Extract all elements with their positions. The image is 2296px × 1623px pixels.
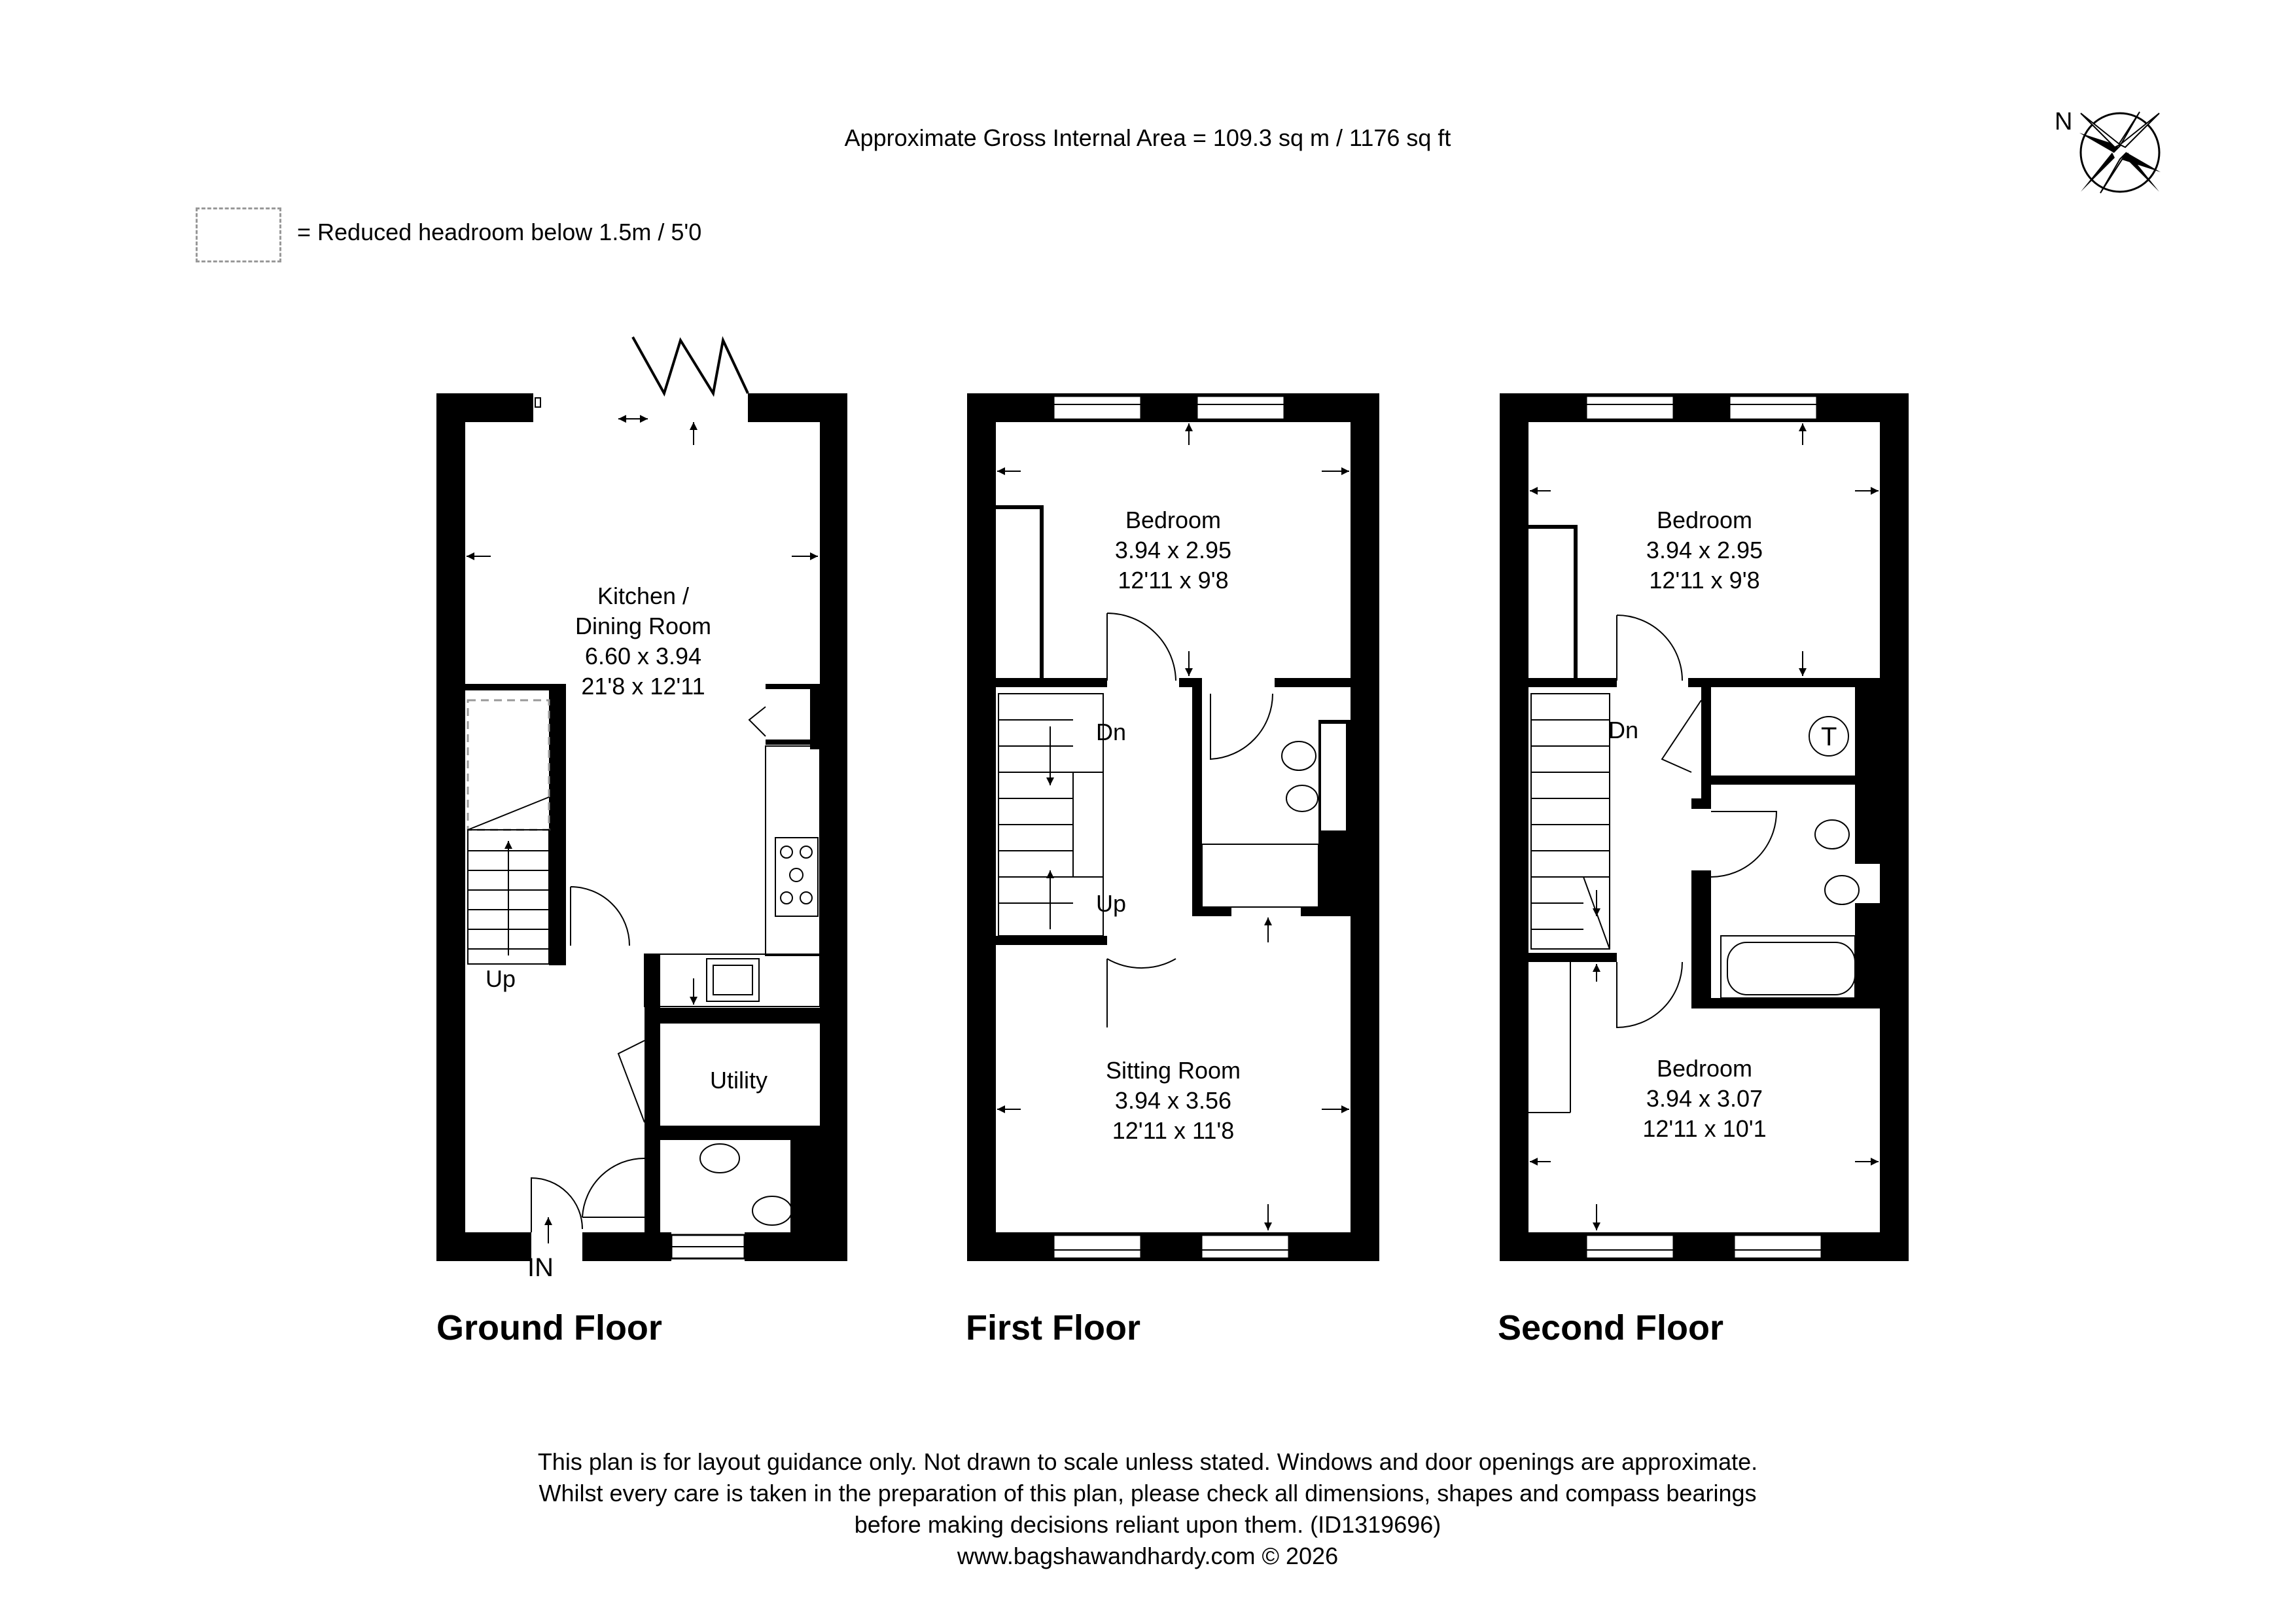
second-front-bedroom-label	[1646, 505, 1763, 596]
compass-icon	[2079, 112, 2161, 193]
kitchen-imperial: 21'8 x 12'11	[581, 673, 705, 700]
sitting-room-name: Sitting Room	[1105, 1057, 1241, 1084]
gross-internal-area: Approximate Gross Internal Area = 109.3 sq m / 1176 sq ft	[844, 124, 1451, 151]
ground-floor-title: Ground Floor	[436, 1308, 662, 1347]
first-bedroom-label	[1115, 505, 1231, 596]
first-bedroom-name: Bedroom	[1125, 507, 1222, 533]
kitchen-dining-label	[575, 581, 711, 702]
second-front-bedroom-metric: 3.94 x 2.95	[1646, 537, 1763, 563]
kitchen-name-line1: Kitchen /	[597, 582, 690, 609]
kitchen-name-line2: Dining Room	[574, 613, 712, 639]
disclaimer	[538, 1446, 1757, 1572]
second-rear-bedroom-metric: 3.94 x 3.07	[1646, 1085, 1763, 1112]
first-stairs-down-label: Dn	[1096, 719, 1127, 745]
sitting-room-imperial: 12'11 x 11'8	[1112, 1117, 1235, 1144]
reduced-headroom-legend-swatch	[196, 207, 281, 262]
disclaimer-line1: This plan is for layout guidance only. Not drawn to scale unless stated. Windows and door openings are approximate.	[537, 1448, 1758, 1475]
sitting-room-label	[1106, 1056, 1241, 1146]
second-rear-bedroom-label	[1642, 1054, 1766, 1144]
disclaimer-line3: before making decisions reliant upon them. (ID1319696)	[854, 1511, 1441, 1538]
tank-label: T	[1821, 722, 1837, 751]
kitchen-metric: 6.60 x 3.94	[584, 643, 702, 669]
second-floor-title: Second Floor	[1498, 1308, 1724, 1347]
first-stairs-up-label: Up	[1096, 890, 1127, 917]
ground-floor-plan	[436, 337, 847, 1261]
compass-north-label: N	[2055, 108, 2073, 135]
second-stairs-down-label: Dn	[1608, 717, 1639, 743]
second-front-bedroom-name: Bedroom	[1656, 507, 1753, 533]
entrance-label: IN	[527, 1253, 554, 1282]
first-floor-title: First Floor	[966, 1308, 1140, 1347]
utility-label: Utility	[710, 1067, 768, 1094]
first-bedroom-metric: 3.94 x 2.95	[1114, 537, 1232, 563]
reduced-headroom-legend: = Reduced headroom below 1.5m / 5'0	[297, 219, 702, 245]
second-rear-bedroom-name: Bedroom	[1656, 1055, 1753, 1082]
disclaimer-line2: Whilst every care is taken in the preparation of this plan, please check all dimensions, shapes and compass bearings	[539, 1480, 1757, 1507]
first-bedroom-imperial: 12'11 x 9'8	[1118, 567, 1229, 594]
second-rear-bedroom-imperial: 12'11 x 10'1	[1642, 1115, 1767, 1142]
website-copyright: www.bagshawandhardy.com © 2026	[957, 1543, 1339, 1569]
second-front-bedroom-imperial: 12'11 x 9'8	[1649, 567, 1760, 594]
sitting-room-metric: 3.94 x 3.56	[1114, 1087, 1232, 1114]
ground-stairs-up-label: Up	[486, 965, 516, 992]
